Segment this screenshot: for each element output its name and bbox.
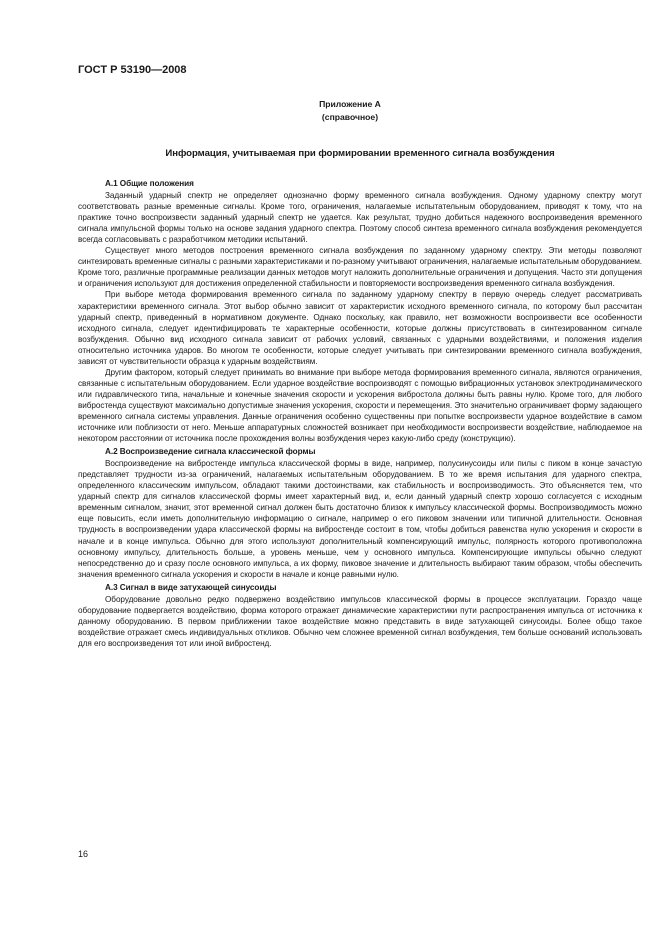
paragraph: Воспроизведение на вибростенде импульса классической формы в виде, например, полусинусоиды или пилы с пиком в конце зачастую представляет трудности из-за ограничений, налагаемых испытательным оборудованием. В то же время испытания для ударного спектра, определенного классическим импульсом, обладают такими достоинствами, как стабильность и воспроизводимость. Это объясняется тем, что ударный спектр для сигналов классической формы имеет характерный вид, и, если данный ударный спектр хорошо согласуется с исходным временным сигналом, значит, этот временной сигнал должен быть достаточно близок к импульсу классической формы. Воспроизводимость можно еще повысить, если иметь дополнительную информацию о сигнале, например о его пиковом значении или типичной длительности. Основная трудность в воспроизведении удара классической формы на вибростенде состоит в том, чтобы добиться равенства нулю ускорения и скорости в начале и в конце импульса. Обычно для этого используют дополнительный компенсирующий импульс, полярность которого противоположна основному импульсу, длительность больше, а уровень меньше, чем у основного импульса. Компенсирующие импульсы обычно следуют непосредственно до и сразу после основного импульса, а их форму, пиковое значение и длительность выбирают таким образом, чтобы обеспечить значения временного сигнала ускорения и скорости в начале и конце равными нулю. [78,459,642,579]
paragraph: При выборе метода формирования временного сигнала по заданному ударному спектру в первую очередь следует рассматривать характеристики временного сигнала. Этот выбор обычно зависит от характеристик исходного временного сигнала, по которому был рассчитан ударный спектр, приведенный в нормативном документе. Однако поскольку, как правило, нет возможности воспроизвести все особенности исходного сигнала, следует идентифицировать те характерные особенности, которые должны присутствовать в синтезированном сигнале возбуждения. Обычно вид исходного сигнала зависит от рабочих условий, связанных с ударными воздействиями, и положения изделия относительно источника ударов. Во многом те особенности, которые следует учитывать при синтезировании временного сигнала возбуждения, зависят от чувствительности образца к ударным воздействиям. [78,290,642,366]
annex-type: (справочное) [321,112,379,122]
section-heading-a2: А.2 Воспроизведение сигнала классической формы [105,447,316,457]
annex-block [250,98,450,124]
document-body [78,176,642,649]
section-heading-a3: А.3 Сигнал в виде затухающей синусоиды [105,582,277,592]
annex-title: Информация, учитываемая при формировании временного сигнала возбуждения [165,148,555,159]
paragraph: Существует много методов построения временного сигнала возбуждения по заданному ударному спектру. Эти методы позволяют синтезировать временные сигналы с разными характеристиками и по-разному учитывают ограничения, налагаемые испытательным оборудованием. Кроме того, различные программные реализации данных методов могут наложить дополнительные ограничения и допущения. Часто эти допущения и ограничения используют для достижения определенной стабильности и повторяемости воспроизведения временного сигнала возбуждения. [78,246,642,289]
annex-label: Приложение А [319,99,381,109]
paragraph: Оборудование довольно редко подвержено воздействию импульсов классической формы в процессе эксплуатации. Гораздо чаще оборудование подвергается воздействию, форма которого отражает динамические характеристики пути распространения импульса от источника к данному оборудованию. В первом приближении такое воздействие можно представить в виде затухающей синусоиды. Более общо такое воздействие отражает смесь индивидуальных откликов. Обычно чем сложнее временной сигнал возбуждения, тем больше оснований использовать для его воспроизведения тот или иной вибростенд. [78,594,642,648]
paragraph: Другим фактором, который следует принимать во внимание при выборе метода формирования временного сигнала, являются ограничения, связанные с испытательным оборудованием. Если ударное воздействие воспроизводят с помощью вибрационных установок электродинамического или гидравлического типа, начальные и конечные значения скорости и ускорения вибростола должны быть равны нулю. Кроме того, для любого вибростенда существуют максимально допустимые значения ускорения, скорости и перемещения. Это значительно ограничивает форму задающего временного сигнала системы управления. Данные ограничения особенно существенны при попытке воспроизвести ударное воздействие в самом источнике или поблизости от него. Меньше аппаратурных сложностей возникает при необходимости воспроизвести воздействие, наблюдаемое на некотором расстоянии от источника после прохождения волны возбуждения через какую-либо среду (конструкцию). [78,367,642,444]
paragraph: Заданный ударный спектр не определяет однозначно форму временного сигнала возбуждения. Одному ударному спектру могут соответствовать разные временные сигналы. Кроме того, ограничения, налагаемые испытательным оборудованием, приводят к тому, что на практике точно воспроизвести заданный ударный спектр не удается. Как результат, трудно добиться надежного воспроизведения временного сигнала импульсной формы только на основе задания ударного спектра. Поэтому способ синтеза временного сигнала возбуждения рекомендуется всегда согласовывать с разработчиком методики испытаний. [78,191,642,245]
standard-code: ГОСТ Р 53190—2008 [78,64,187,76]
page-number: 16 [78,849,89,859]
section-heading-a1: А.1 Общие положения [105,179,194,188]
